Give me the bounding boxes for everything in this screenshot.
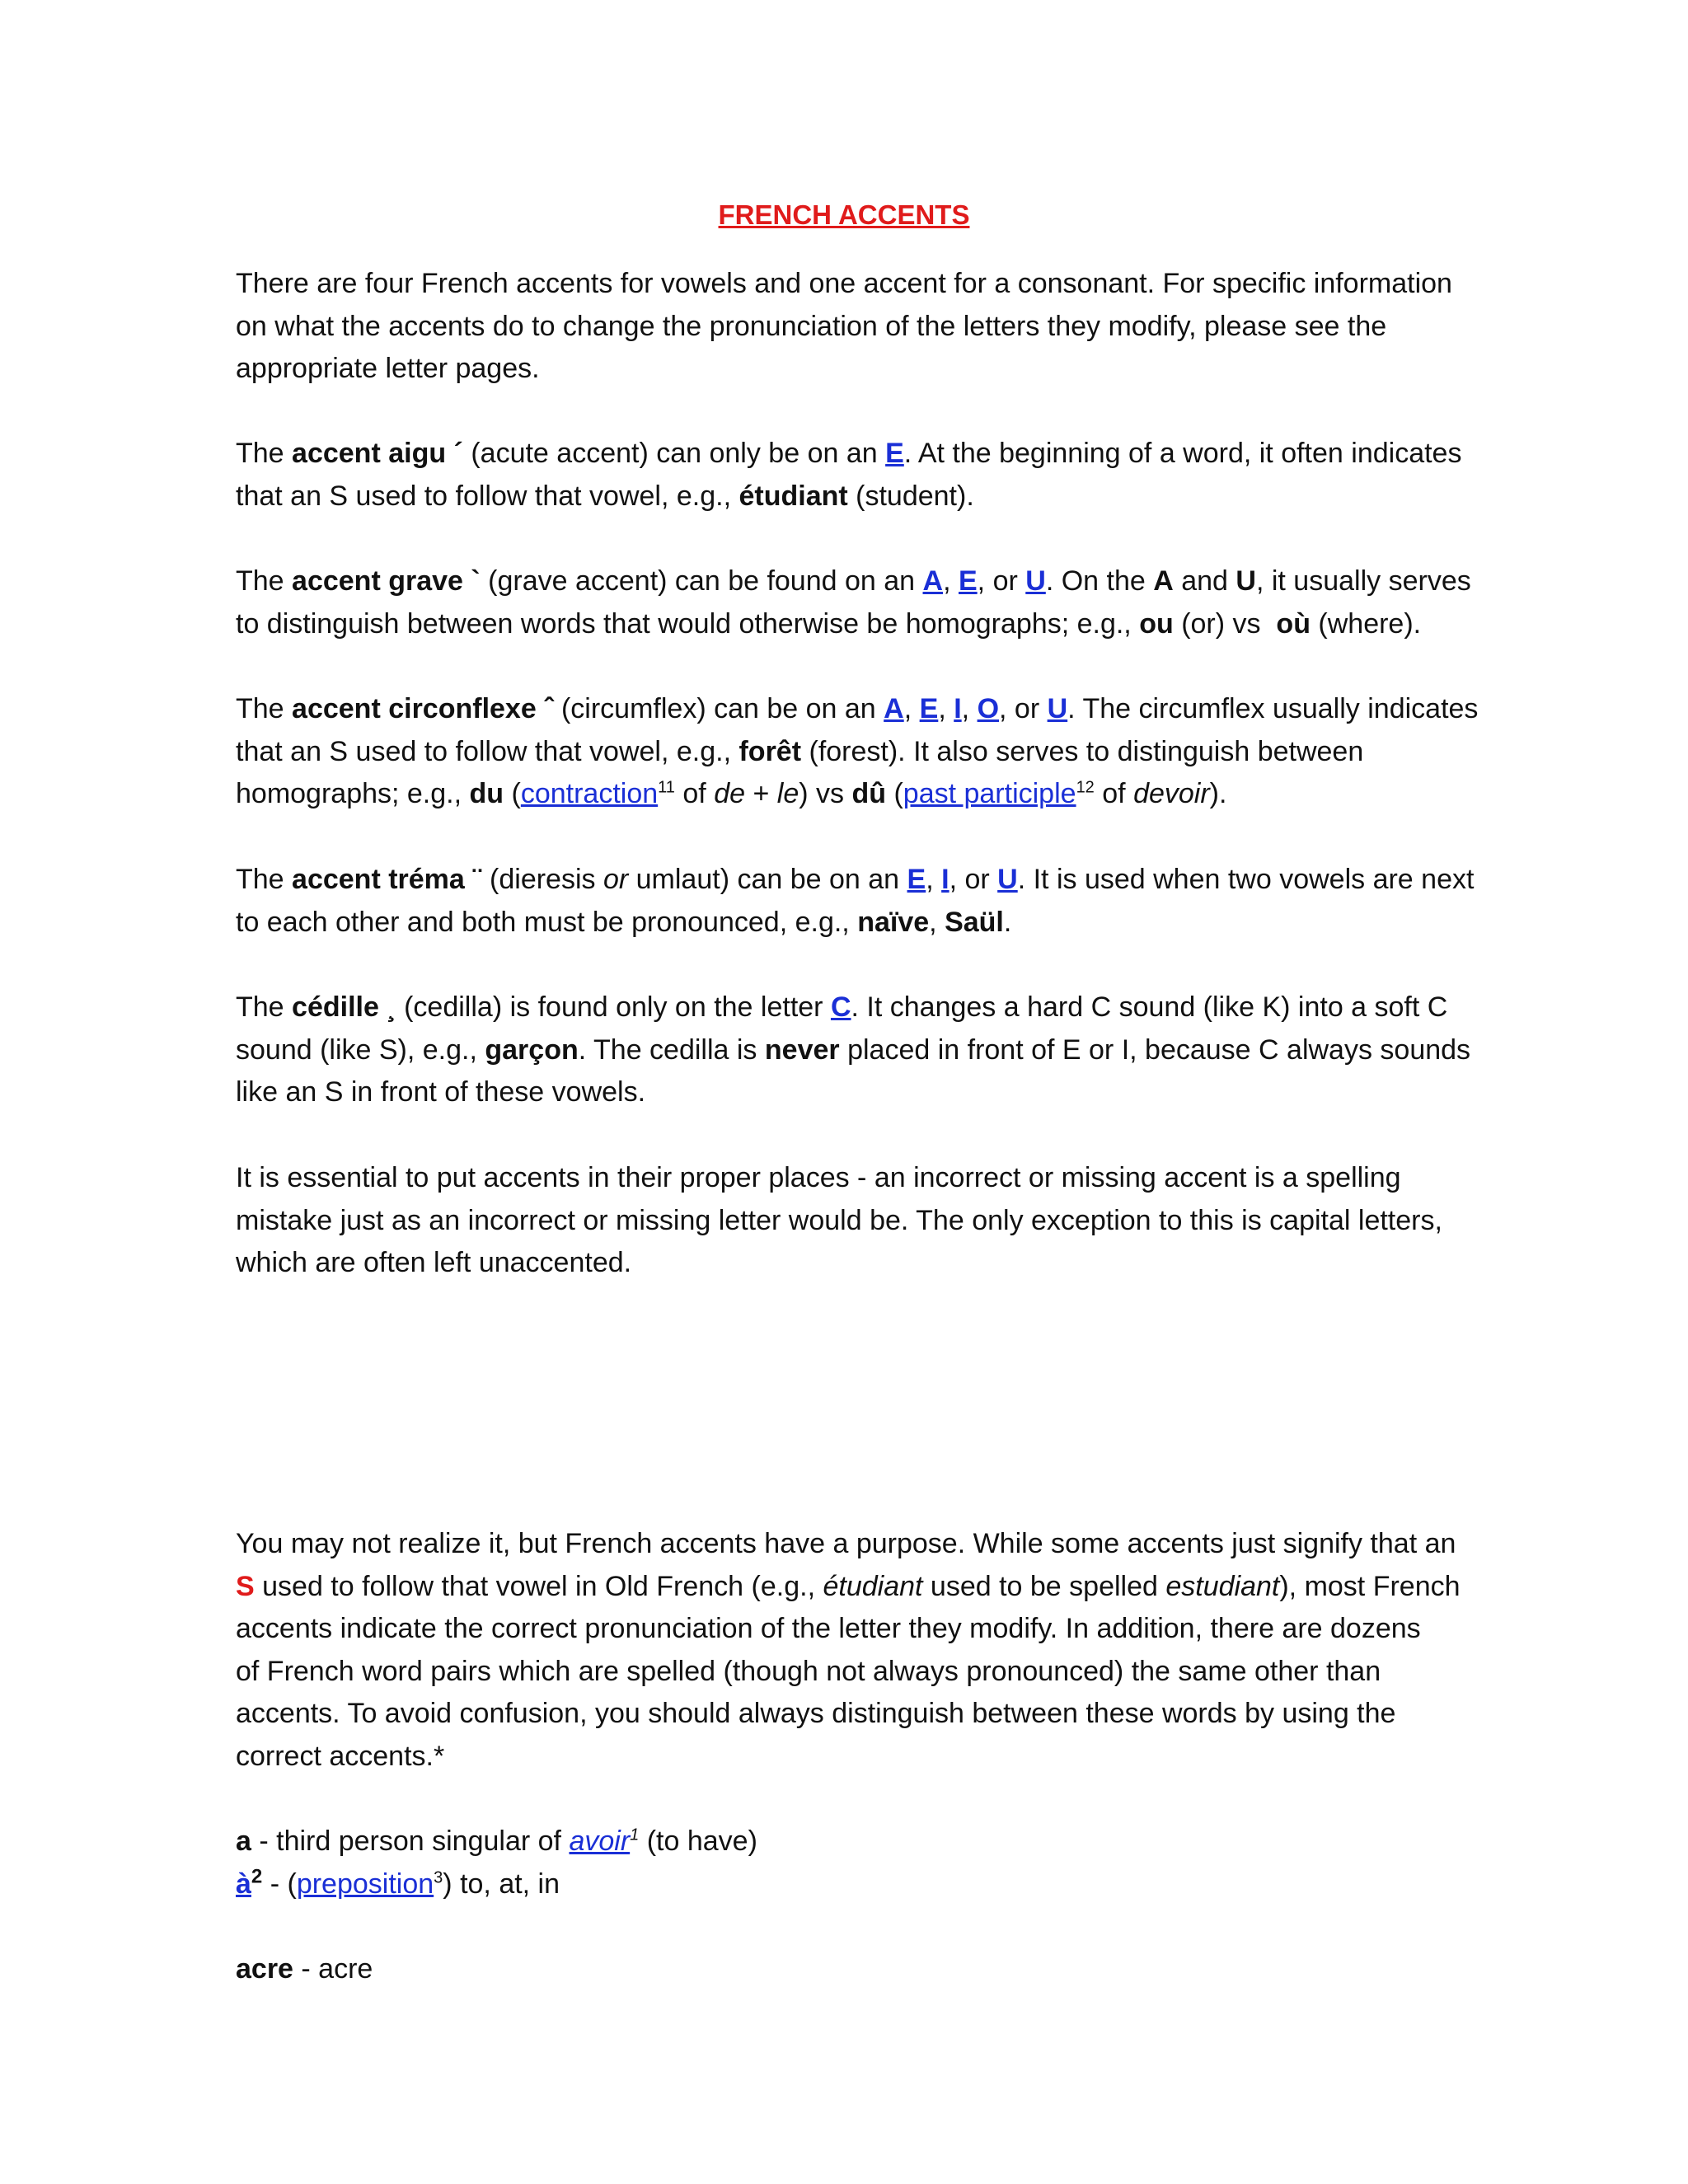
list-item: a - third person singular of avoir$^1$ (to have) — [236, 1825, 757, 1857]
accent-grave-paragraph: The accent grave ` (grave accent) can be found on an A, E, or U. On the A and U, it usually serves to distinguish between words that would otherwise be homographs; e.g., ou (or) vs où (where). — [236, 565, 1471, 640]
letter-c-link[interactable]: C — [830, 991, 851, 1023]
letter-i-link[interactable]: I — [954, 693, 962, 724]
letter-a-link[interactable]: A — [922, 565, 944, 597]
word-pairs-list — [236, 1821, 1472, 1990]
purpose-paragraph: You may not realize it, but French accents have a purpose. While some accents just signify that an S used to follow that vowel in Old French (e.g., étudiant used to be spelled estudiant), most French accents indicate the correct pronunciation of the letter they modify. In addition, there are dozens of French word pairs which are spelled (though not always pronounced) the same other than accents. To avoid confusion, you should always distinguish between these words by using the correct accents.* — [236, 1528, 1461, 1772]
letter-a-link[interactable]: A — [884, 693, 904, 724]
accent-circonflexe-paragraph: The accent circonflexe ˆ (circumflex) can be on an A, E, I, O, or U. The circumflex usually indicates that an S used to follow that vowel, e.g., forêt (forest). It also serves to distinguish between homographs; e.g., du (contraction$^{11}$ of de + le) vs dû (past participle$^{12}$ of devoir). — [236, 693, 1479, 809]
list-item: $à^2$ - (preposition$^3$) to, at, in — [236, 1865, 560, 1900]
accent-trema-paragraph: The accent tréma ¨ (dieresis or umlaut) can be on an E, I, or U. It is used when two vowels are next to each other and both must be pronounced, e.g., naïve, Saül. — [236, 864, 1475, 938]
a-grave-link[interactable]: à — [236, 1868, 251, 1900]
letter-e-link[interactable]: E — [885, 438, 904, 469]
preposition-link[interactable]: preposition — [296, 1868, 434, 1900]
footnote-ref: 11 — [658, 778, 675, 797]
accent-aigu-paragraph: The accent aigu ´ (acute accent) can only be on an E. At the beginning of a word, it often indicates that an S used to follow that vowel, e.g., étudiant (student). — [236, 438, 1462, 512]
cedille-paragraph: The cédille ¸ (cedilla) is found only on the letter C. It changes a hard C sound (like K) into a soft C sound (like S), e.g., garçon. The cedilla is never placed in front of E or I, because C always sounds like an S in front of these vowels. — [236, 991, 1471, 1108]
essential-paragraph: It is essential to put accents in their proper places - an incorrect or missing accent is a spelling mistake just as an incorrect or missing letter would be. The only exception to this is capital letters, which are often left unaccented. — [236, 1162, 1442, 1278]
red-letter-s: S — [236, 1570, 255, 1602]
letter-e-link[interactable]: E — [907, 864, 926, 895]
letter-e-link[interactable]: E — [958, 565, 978, 597]
letter-e-link[interactable]: E — [919, 693, 939, 724]
letter-i-link[interactable]: I — [941, 864, 950, 895]
avoir-link[interactable]: avoir — [569, 1825, 631, 1857]
page-title: FRENCH ACCENTS — [718, 199, 970, 230]
past-participle-link[interactable]: past participle — [903, 778, 1076, 809]
letter-o-link[interactable]: O — [977, 693, 1000, 724]
list-item: acre - acre — [236, 1952, 373, 1985]
letter-u-link[interactable]: U — [1047, 693, 1068, 724]
intro-paragraph: There are four French accents for vowels and one accent for a consonant. For specific information on what the accents do to change the pronunciation of the letters they modify, please see the appropriate letter pages. — [236, 268, 1452, 384]
letter-u-link[interactable]: U — [997, 864, 1018, 895]
footnote-ref: 12 — [1076, 778, 1095, 797]
letter-u-link[interactable]: U — [1025, 565, 1046, 597]
contraction-link[interactable]: contraction — [520, 778, 659, 809]
